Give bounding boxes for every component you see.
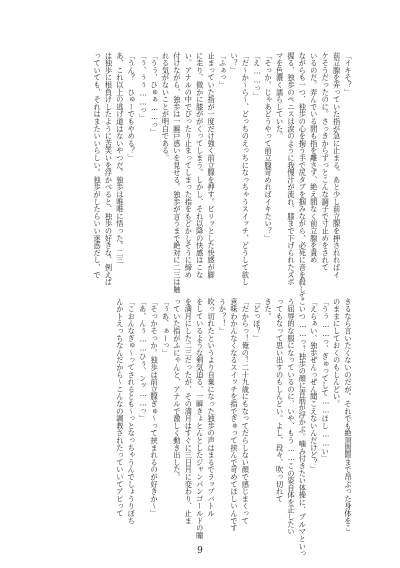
- text-line: い？」: [229, 52, 239, 74]
- text-line: 「うん？ ひゅーでもやめる？」: [127, 52, 137, 162]
- text-line: い。アナルの中でぴったり止まってしまった指をもどかしそうに締め: [184, 52, 194, 279]
- page-number: 9: [197, 546, 203, 556]
- text-line: のままにしておくのもしんどい。: [332, 298, 342, 408]
- lower-text-block: [36, 298, 354, 558]
- text-line: 「ふぁっ」: [218, 52, 228, 89]
- text-line: 付けながら、独歩は一瞬戸惑いを見せる。独歩が言うまで絶対に二三は触: [172, 52, 182, 293]
- text-line: を満月にした二三だったが、その満月はすぐに三日月に変わり、止ま: [184, 298, 194, 525]
- text-line: 意味わかんなくなるスイッチを指でぎゅって挟んで苛めてほしいんです: [229, 298, 239, 532]
- text-line: いるのだ。弄んでいる間も指を離さず、絶え間なく前立腺を責め: [309, 52, 319, 264]
- text-line: 「ぅあ、ぁーっ」: [161, 298, 171, 357]
- text-line: ながらも一つ、独歩の心を掬う手で尻タブを掴みながら、必死に音を殺して: [298, 52, 308, 301]
- text-line: きた。: [264, 298, 274, 320]
- text-line: は独歩に根負けしたように苦笑いを浮かべると、独歩の好きな、例えば: [104, 52, 114, 286]
- text-line: 「あ、んぅ……ひぅ、ンッ……っ」: [138, 298, 148, 422]
- text-line: 「だ～か～ら～、どっちのえっちになっちゃうスイッチ、どうして欲し: [241, 52, 251, 286]
- text-line: をしているような剣気迫る、一瞬きょとんとしたジャンパンゴールドの瞳: [195, 298, 205, 539]
- text-line: っていた指がふにゃんと、アナルで激しく動き出した。: [172, 298, 182, 481]
- text-line: っていても、それはまたいいらしい。独歩がしたらいい迷惑だし、で: [93, 52, 103, 279]
- text-line: 「イキそ？」: [344, 52, 353, 96]
- text-line: 「そっかそっか。独歩は前立腺ぎゅ～って挟まれるのが好きか～」: [150, 298, 160, 517]
- upper-text-block: [36, 52, 354, 301]
- text-line: きるなら言いたくないのだが。それでも絶頂間際まで昂ぶった身体をこ: [344, 298, 353, 532]
- text-line: 前立腺を弄っていた指が急に止まる。あと少し前立腺を押されればイ: [332, 52, 342, 279]
- text-line: 「うぅ、ひゅぁ……っ」: [150, 52, 160, 136]
- text-line: こいつ……っ！独歩の顔に青筋が浮かぶ。噛み付きたい体操に、ブルマといっ: [298, 298, 308, 558]
- text-line: んかトえっちなんだから～こんなの調教されたっていいてアピって: [115, 298, 125, 517]
- text-line: 握る、独歩のペニスは涙のように我慢汁が流れ、膝まで下げられたズボ: [286, 52, 296, 286]
- text-line: あ、これ以上の逃げ道はないやつだ。独歩は唯唯に悟った。二三: [115, 52, 125, 264]
- text-line: れる気がないことが明白である。: [161, 52, 171, 162]
- text-line: 吹っ切れたというより自棄になった独歩の声はまるでラップバトル: [207, 298, 217, 517]
- text-line: 「うぅ……っ、ぎゅってして……ほし……い」: [321, 298, 331, 463]
- text-line: 「えらぁい、独歩ぜんっぜん聞こえないんだけど？」: [309, 298, 319, 474]
- text-line: 「そっか。じゃあどうやって前立腺苛めればイキたい？」: [264, 52, 274, 242]
- text-line: 「ぅ、ぅぅ……っ」: [138, 52, 148, 122]
- text-line: ってもなって思い出すのもしんどい。よし、段々、吹っ切れて: [275, 298, 285, 503]
- text-line: マを色濃く濡らしていた。: [275, 52, 285, 140]
- text-line: 「え……っ」: [252, 52, 262, 100]
- text-line: 「こおんなぎゅ～ってされるとも～っとなっちゃうんでしょうりぼち: [127, 298, 137, 525]
- text-line: に走り、微かに膝ががくってしまう。しかし、それ以降の快感はこな: [195, 52, 205, 279]
- text-line: ケそうだったのに。さっきからずっとこんな調子で寸止めをされて: [321, 52, 331, 271]
- text-line: 「どっぽ？」: [252, 298, 262, 342]
- text-line: う屈辱的な服になっているのに、いや、もう……この姿自体を正したい: [286, 298, 296, 536]
- text-line: うか？！」: [218, 298, 228, 335]
- text-line: 「だからっ！俺の！二十九歳にもなってだらしない顔で感じまくって: [241, 298, 251, 525]
- text-line: 止まっていた指が一度だけ強く前立腺を押す。ビリッとした快感が脚: [207, 52, 217, 279]
